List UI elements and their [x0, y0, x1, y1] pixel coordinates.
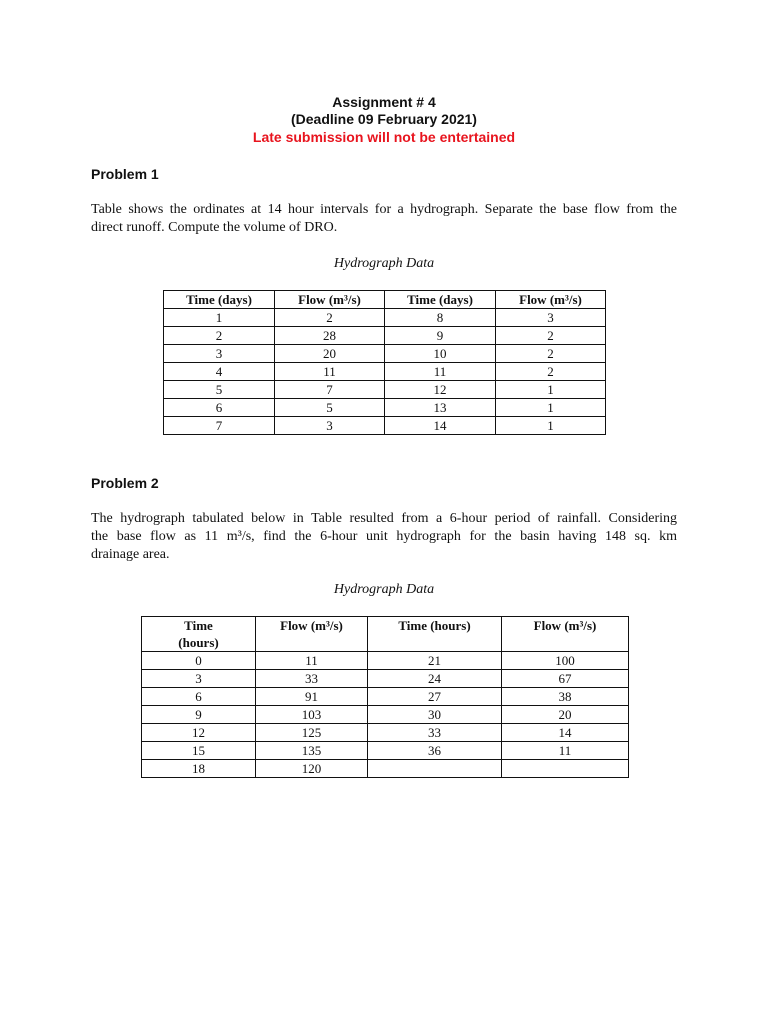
problem-1-text [91, 201, 677, 237]
table-cell: 1 [496, 381, 606, 399]
table-row [164, 327, 606, 345]
table-row [142, 706, 629, 724]
table-cell: 0 [142, 652, 256, 670]
table-row [142, 670, 629, 688]
problem-1-text-line-2: direct runoff. Compute the volume of DRO. [91, 220, 338, 235]
table-cell: 67 [502, 670, 629, 688]
table-cell: 103 [256, 706, 368, 724]
table-cell: 2 [496, 327, 606, 345]
column-header: Flow (m³/s) [502, 617, 629, 652]
table-cell: 6 [142, 688, 256, 706]
table-cell: 11 [275, 363, 385, 381]
table-cell: 11 [385, 363, 496, 381]
problem-1-table [163, 290, 606, 435]
column-header: Flow (m³/s) [256, 617, 368, 652]
table-row [164, 381, 606, 399]
table-cell: 12 [385, 381, 496, 399]
table-cell: 38 [502, 688, 629, 706]
problem-2-heading: Problem 2 [91, 475, 159, 491]
table-cell: 8 [385, 309, 496, 327]
table-cell: 28 [275, 327, 385, 345]
column-header: Flow (m³/s) [496, 291, 606, 309]
table-row [142, 688, 629, 706]
table-cell: 1 [496, 417, 606, 435]
table-row [164, 345, 606, 363]
problem-2-text-line-1: The hydrograph tabulated below in Table resulted from a 6-hour period of rainfall. Considering [91, 511, 677, 526]
table-cell: 33 [256, 670, 368, 688]
table-cell: 18 [142, 760, 256, 778]
table-row [142, 652, 629, 670]
table-cell: 100 [502, 652, 629, 670]
problem-1-heading: Problem 1 [91, 166, 159, 182]
table-cell: 3 [164, 345, 275, 363]
column-header-text: Time (hours) [178, 618, 219, 650]
table-header-row [142, 617, 629, 652]
table-cell: 1 [164, 309, 275, 327]
deadline-line: (Deadline 09 February 2021) [291, 111, 477, 127]
table-cell: 11 [502, 742, 629, 760]
table-row [142, 724, 629, 742]
problem-2-table [141, 616, 629, 778]
column-header: Time (days) [164, 291, 275, 309]
table-cell: 120 [256, 760, 368, 778]
problem-2-text-line-3: drainage area. [91, 547, 170, 562]
table-cell: 15 [142, 742, 256, 760]
table-cell: 1 [496, 399, 606, 417]
table-cell [368, 760, 502, 778]
table-cell: 6 [164, 399, 275, 417]
column-header: Flow (m³/s) [275, 291, 385, 309]
table-cell [502, 760, 629, 778]
table-cell: 2 [496, 363, 606, 381]
table-cell: 11 [256, 652, 368, 670]
table-cell: 2 [275, 309, 385, 327]
late-submission-warning: Late submission will not be entertained [252, 129, 516, 145]
table-cell: 7 [164, 417, 275, 435]
table-cell: 135 [256, 742, 368, 760]
table-header-row [164, 291, 606, 309]
table-cell: 3 [496, 309, 606, 327]
table-cell: 27 [368, 688, 502, 706]
table-row [164, 309, 606, 327]
problem-1-table-caption: Hydrograph Data [333, 256, 435, 271]
table-cell: 2 [496, 345, 606, 363]
table-cell: 5 [164, 381, 275, 399]
table-cell: 5 [275, 399, 385, 417]
column-header: Time (hours) [368, 617, 502, 652]
table-cell: 3 [142, 670, 256, 688]
table-cell: 14 [385, 417, 496, 435]
table-cell: 9 [142, 706, 256, 724]
table-cell: 21 [368, 652, 502, 670]
table-row [164, 417, 606, 435]
column-header: Time (days) [385, 291, 496, 309]
problem-2-text-line-2: the base flow as 11 m³/s, find the 6-hour unit hydrograph for the basin having 148 sq. km [91, 529, 677, 544]
table-cell: 13 [385, 399, 496, 417]
table-row [164, 363, 606, 381]
table-row [142, 760, 629, 778]
table-cell: 33 [368, 724, 502, 742]
table-cell: 125 [256, 724, 368, 742]
table-cell: 4 [164, 363, 275, 381]
problem-2-table-caption: Hydrograph Data [333, 582, 435, 597]
table-row [164, 399, 606, 417]
column-header [142, 617, 256, 652]
table-cell: 30 [368, 706, 502, 724]
table-cell: 12 [142, 724, 256, 742]
table-cell: 9 [385, 327, 496, 345]
table-cell: 7 [275, 381, 385, 399]
table-row [142, 742, 629, 760]
table-cell: 3 [275, 417, 385, 435]
table-cell: 2 [164, 327, 275, 345]
problem-1-text-line-1: Table shows the ordinates at 14 hour intervals for a hydrograph. Separate the base flow from the [91, 202, 677, 217]
table-cell: 20 [275, 345, 385, 363]
assignment-title: Assignment # 4 [332, 94, 436, 110]
table-cell: 24 [368, 670, 502, 688]
table-cell: 36 [368, 742, 502, 760]
table-cell: 14 [502, 724, 629, 742]
problem-2-text [91, 510, 677, 564]
table-cell: 91 [256, 688, 368, 706]
table-cell: 10 [385, 345, 496, 363]
table-cell: 20 [502, 706, 629, 724]
